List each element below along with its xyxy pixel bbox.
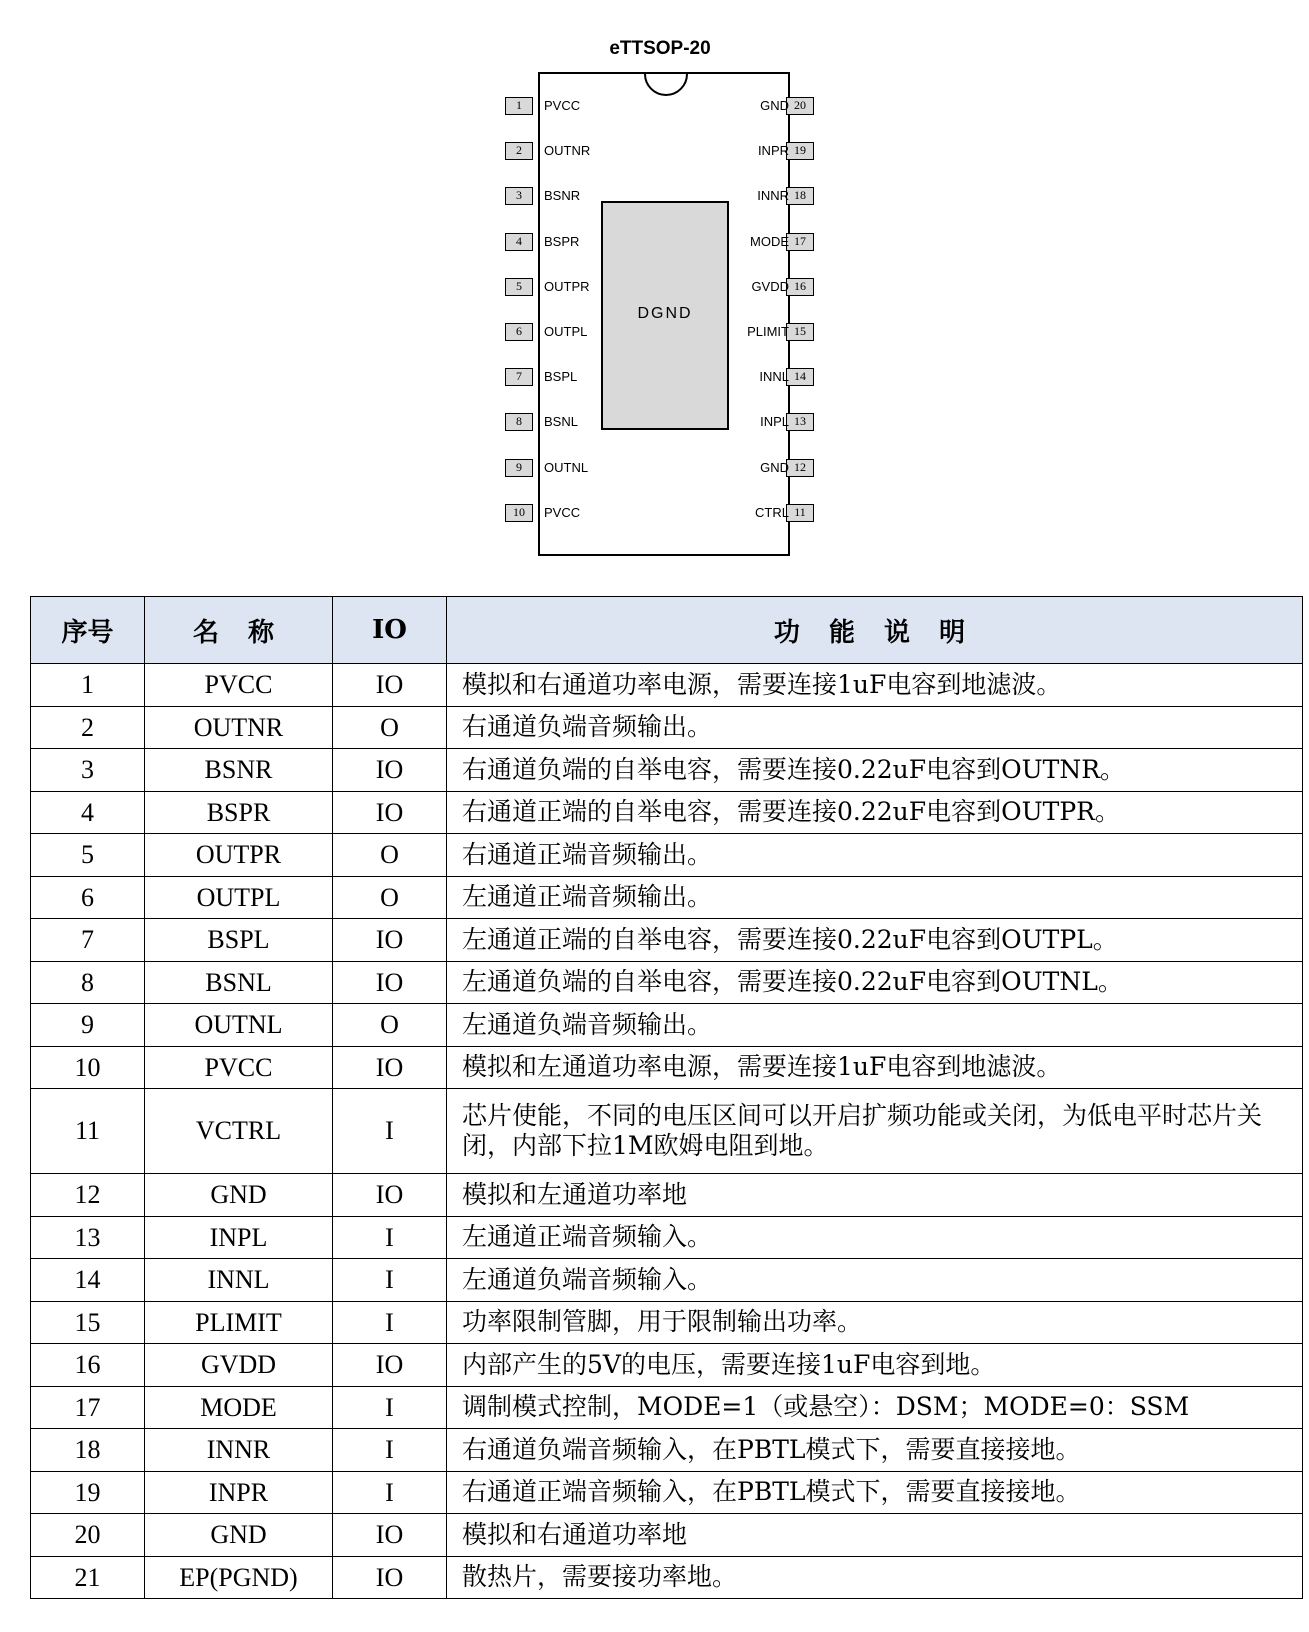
table-row xyxy=(31,706,1303,749)
pin-name-label: PLIMIT xyxy=(747,324,789,339)
cell-io: I xyxy=(333,1429,447,1472)
cell-name: INNL xyxy=(145,1259,333,1302)
table-row xyxy=(31,876,1303,919)
cell-num: 18 xyxy=(31,1429,145,1472)
cell-name: PLIMIT xyxy=(145,1301,333,1344)
cell-io: IO xyxy=(333,791,447,834)
pin-name-label: BSPL xyxy=(544,369,578,385)
table-row xyxy=(31,664,1303,707)
cell-name: PVCC xyxy=(145,664,333,707)
cell-name: OUTPR xyxy=(145,834,333,877)
cell-num: 5 xyxy=(31,834,145,877)
pin-number-box: 3 xyxy=(505,187,533,205)
cell-desc: 右通道负端的自举电容，需要连接0.22uF电容到OUTNR。 xyxy=(447,749,1303,792)
cell-io: IO xyxy=(333,1174,447,1217)
cell-io: O xyxy=(333,834,447,877)
table-row xyxy=(31,1429,1303,1472)
pin-name-label: OUTPL xyxy=(544,324,588,339)
pin-number-box: 16 xyxy=(786,278,814,296)
cell-io: I xyxy=(333,1259,447,1302)
pin-number-box: 15 xyxy=(786,323,814,341)
cell-desc: 芯片使能，不同的电压区间可以开启扩频功能或关闭，为低电平时芯片关闭，内部下拉1M欧姆电阻到地。 xyxy=(447,1089,1303,1174)
package-title: eTTSOP-20 xyxy=(609,38,711,59)
cell-io: IO xyxy=(333,1556,447,1599)
cell-io: IO xyxy=(333,961,447,1004)
pin-number-box: 13 xyxy=(786,413,814,431)
pin-name-label: PVCC xyxy=(544,98,581,113)
cell-io: IO xyxy=(333,1514,447,1557)
pin-name-label: OUTPR xyxy=(544,278,590,294)
table-row xyxy=(31,791,1303,834)
cell-io: O xyxy=(333,706,447,749)
cell-io: O xyxy=(333,1004,447,1047)
cell-desc: 左通道正端音频输入。 xyxy=(447,1216,1303,1259)
table-row xyxy=(31,1344,1303,1387)
table-row xyxy=(31,1089,1303,1174)
cell-desc: 模拟和左通道功率地 xyxy=(447,1174,1303,1217)
header-num: 序号 xyxy=(31,597,145,664)
cell-desc: 左通道正端音频输出。 xyxy=(447,876,1303,919)
cell-io: I xyxy=(333,1386,447,1429)
table-row xyxy=(31,749,1303,792)
table-row xyxy=(31,1046,1303,1089)
cell-io: IO xyxy=(333,664,447,707)
cell-num: 1 xyxy=(31,664,145,707)
cell-name: GND xyxy=(145,1174,333,1217)
cell-num: 14 xyxy=(31,1259,145,1302)
pin-name-label: OUTNL xyxy=(544,459,589,475)
cell-name: BSNL xyxy=(145,961,333,1004)
cell-io: IO xyxy=(333,749,447,792)
table-body xyxy=(31,664,1303,1599)
pin-number-box: 1 xyxy=(505,97,533,115)
table-row xyxy=(31,1004,1303,1047)
cell-desc: 内部产生的5V的电压，需要连接1uF电容到地。 xyxy=(447,1344,1303,1387)
pin-name-label: CTRL xyxy=(755,504,789,520)
table-row xyxy=(31,834,1303,877)
cell-name: GVDD xyxy=(145,1344,333,1387)
cell-name: EP(PGND) xyxy=(145,1556,333,1599)
cell-name: BSPR xyxy=(145,791,333,834)
pin-number-box: 17 xyxy=(786,233,814,251)
cell-num: 4 xyxy=(31,791,145,834)
cell-num: 12 xyxy=(31,1174,145,1217)
pin-name-label: INPL xyxy=(760,414,789,430)
table-row xyxy=(31,1216,1303,1259)
pin-number-box: 10 xyxy=(505,504,533,522)
cell-name: INPL xyxy=(145,1216,333,1259)
cell-num: 3 xyxy=(31,749,145,792)
cell-io: I xyxy=(333,1216,447,1259)
table-row xyxy=(31,1514,1303,1557)
cell-num: 10 xyxy=(31,1046,145,1089)
pin-number-box: 19 xyxy=(786,142,814,160)
cell-name: BSNR xyxy=(145,749,333,792)
cell-desc: 模拟和左通道功率电源，需要连接1uF电容到地滤波。 xyxy=(447,1046,1303,1089)
pin-description-table xyxy=(30,596,1303,1599)
cell-num: 11 xyxy=(31,1089,145,1174)
table-row xyxy=(31,1301,1303,1344)
pin-number-box: 4 xyxy=(505,233,533,251)
cell-num: 6 xyxy=(31,876,145,919)
cell-desc: 调制模式控制，MODE=1（或悬空）：DSM；MODE=0：SSM xyxy=(447,1386,1303,1429)
table-header-row xyxy=(31,597,1303,664)
pin-number-box: 8 xyxy=(505,413,533,431)
pin-number-box: 11 xyxy=(786,504,814,522)
cell-desc: 右通道正端的自举电容，需要连接0.22uF电容到OUTPR。 xyxy=(447,791,1303,834)
cell-io: IO xyxy=(333,1046,447,1089)
cell-num: 19 xyxy=(31,1471,145,1514)
cell-name: OUTNR xyxy=(145,706,333,749)
pin-name-label: BSNL xyxy=(544,414,578,430)
cell-name: INNR xyxy=(145,1429,333,1472)
cell-desc: 左通道负端音频输出。 xyxy=(447,1004,1303,1047)
table-row xyxy=(31,1259,1303,1302)
pin-number-box: 2 xyxy=(505,142,533,160)
cell-desc: 功率限制管脚，用于限制输出功率。 xyxy=(447,1301,1303,1344)
cell-num: 8 xyxy=(31,961,145,1004)
pin-number-box: 12 xyxy=(786,459,814,477)
pin-number-box: 18 xyxy=(786,187,814,205)
pin-name-label: MODE xyxy=(750,233,789,249)
cell-desc: 模拟和右通道功率电源，需要连接1uF电容到地滤波。 xyxy=(447,664,1303,707)
cell-name: VCTRL xyxy=(145,1089,333,1174)
pin-name-label: INPR xyxy=(757,143,789,159)
pin-number-box: 9 xyxy=(505,459,533,477)
pin-name-label: BSNR xyxy=(544,188,581,204)
cell-num: 20 xyxy=(31,1514,145,1557)
cell-desc: 右通道负端音频输出。 xyxy=(447,706,1303,749)
cell-io: I xyxy=(333,1089,447,1174)
cell-desc: 左通道正端的自举电容，需要连接0.22uF电容到OUTPL。 xyxy=(447,919,1303,962)
exposed-pad-label: DGND xyxy=(637,305,693,322)
cell-name: OUTPL xyxy=(145,876,333,919)
cell-desc: 右通道正端音频输出。 xyxy=(447,834,1303,877)
cell-io: I xyxy=(333,1471,447,1514)
cell-num: 2 xyxy=(31,706,145,749)
table-row xyxy=(31,1471,1303,1514)
cell-name: GND xyxy=(145,1514,333,1557)
table-row xyxy=(31,1174,1303,1217)
cell-io: IO xyxy=(333,1344,447,1387)
header-name: 名 称 xyxy=(145,597,333,664)
pin-number-box: 20 xyxy=(786,97,814,115)
cell-num: 9 xyxy=(31,1004,145,1047)
header-io: IO xyxy=(333,597,447,664)
pin-name-label: BSPR xyxy=(544,233,580,249)
pin-name-label: INNR xyxy=(757,188,789,204)
cell-desc: 右通道负端音频输入，在PBTL模式下，需要直接接地。 xyxy=(447,1429,1303,1472)
pin-name-label: GVDD xyxy=(751,278,789,294)
cell-num: 15 xyxy=(31,1301,145,1344)
cell-num: 7 xyxy=(31,919,145,962)
cell-num: 21 xyxy=(31,1556,145,1599)
cell-name: MODE xyxy=(145,1386,333,1429)
pin-number-box: 7 xyxy=(505,368,533,386)
pin-number-box: 6 xyxy=(505,323,533,341)
cell-num: 17 xyxy=(31,1386,145,1429)
header-desc: 功 能 说 明 xyxy=(447,597,1303,664)
pin-name-label: GND xyxy=(760,98,789,113)
cell-io: I xyxy=(333,1301,447,1344)
pin-number-box: 5 xyxy=(505,278,533,296)
table-row xyxy=(31,919,1303,962)
table-row xyxy=(31,961,1303,1004)
cell-num: 16 xyxy=(31,1344,145,1387)
cell-desc: 左通道负端音频输入。 xyxy=(447,1259,1303,1302)
cell-io: O xyxy=(333,876,447,919)
cell-desc: 右通道正端音频输入，在PBTL模式下，需要直接接地。 xyxy=(447,1471,1303,1514)
pin-name-label: OUTNR xyxy=(544,143,591,159)
cell-name: BSPL xyxy=(145,919,333,962)
table-row xyxy=(31,1556,1303,1599)
table-row xyxy=(31,1386,1303,1429)
cell-num: 13 xyxy=(31,1216,145,1259)
cell-io: IO xyxy=(333,919,447,962)
cell-desc: 左通道负端的自举电容，需要连接0.22uF电容到OUTNL。 xyxy=(447,961,1303,1004)
cell-name: PVCC xyxy=(145,1046,333,1089)
cell-name: INPR xyxy=(145,1471,333,1514)
cell-desc: 模拟和右通道功率地 xyxy=(447,1514,1303,1557)
cell-desc: 散热片，需要接功率地。 xyxy=(447,1556,1303,1599)
pin-name-label: INNL xyxy=(759,369,789,385)
cell-name: OUTNL xyxy=(145,1004,333,1047)
pin-number-box: 14 xyxy=(786,368,814,386)
pin-name-label: GND xyxy=(760,459,789,475)
pin-name-label: PVCC xyxy=(544,504,581,520)
